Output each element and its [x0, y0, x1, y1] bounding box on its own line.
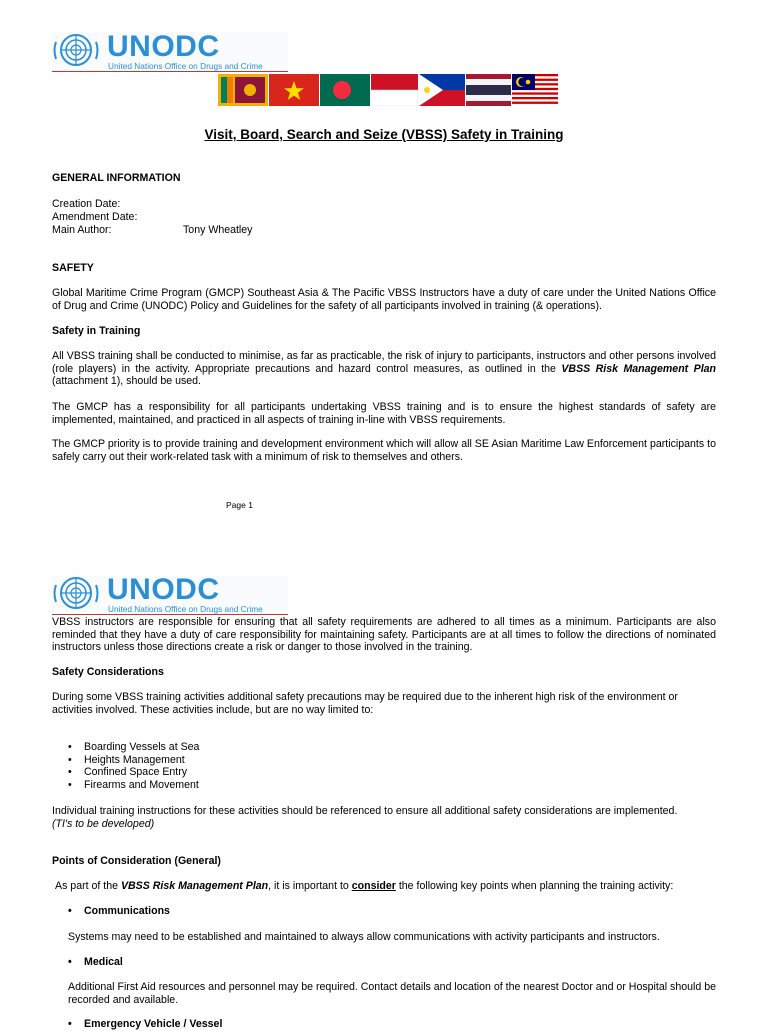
unodc-logo-page-2 [52, 575, 288, 615]
malaysia-flag-icon [512, 74, 558, 106]
sri-lanka-flag-icon [218, 74, 268, 106]
safety-heading: SAFETY [52, 262, 94, 274]
points-of-consideration-heading: Points of Consideration (General) [52, 855, 221, 867]
communications-paragraph: Systems may need to be established and maintained to always allow communications with activity participants and instructors. [68, 931, 660, 943]
risk-plan-reference: VBSS Risk Management Plan [561, 362, 716, 375]
comms-bullet [68, 905, 170, 918]
training-paragraph-1: All VBSS training shall be conducted to minimise, as far as practicable, the risk of injury to participants, instructors and other persons involved (role players) in the activity. Appropriate precautions and hazard control measures, as outlined in the VBSS Risk Management Plan (attachment 1), should be used. [52, 350, 716, 388]
list-item: • Heights Management [68, 754, 468, 767]
logo-subtitle: United Nations Office on Drugs and Crime [108, 604, 263, 614]
activities-list [68, 741, 468, 791]
flag-strip [218, 74, 558, 106]
vietnam-flag-icon [269, 74, 319, 106]
main-author-value: Tony Wheatley [183, 224, 253, 236]
list-item: • Confined Space Entry [68, 766, 468, 779]
logo-wordmark: UNODC [107, 573, 220, 606]
bangladesh-flag-icon [320, 74, 370, 106]
main-author-label: Main Author: [52, 224, 112, 236]
training-paragraph-2: The GMCP has a responsibility for all participants undertaking VBSS training and is to ensure the highest standards of safety are implemented, maintained, and practiced in all aspects of training in-line with VBSS requirements. [52, 401, 716, 426]
document-title: Visit, Board, Search and Seize (VBSS) Safety in Training [204, 127, 564, 142]
emergency-vehicle-heading: • Emergency Vehicle / Vessel [68, 1018, 222, 1031]
logo-divider [52, 71, 288, 72]
individual-instructions-paragraph: Individual training instructions for these activities should be referenced to ensure all additional safety considerations are implemented. [52, 805, 678, 817]
ti-note: (TI's to be developed) [52, 818, 155, 830]
page-number: Page 1 [226, 500, 253, 510]
amendment-date-label: Amendment Date: [52, 211, 138, 223]
considerations-paragraph: During some VBSS training activities additional safety precautions may be required due to the inherent high risk of the environment or activities involved. These activities include, but are no way limited to: [52, 691, 678, 716]
safety-paragraph: Global Maritime Crime Program (GMCP) Southeast Asia & The Pacific VBSS Instructors have a duty of care under the United Nations Office of Drug and Crime (UNODC) Policy and Guidelines for the safety of all participants involved in training (& operations). [52, 287, 716, 312]
creation-date-label: Creation Date: [52, 198, 121, 210]
communications-heading: • Communications [68, 905, 170, 918]
safety-in-training-heading: Safety in Training [52, 325, 141, 337]
logo-divider [52, 614, 288, 615]
medical-heading: • Medical [68, 956, 123, 969]
un-emblem-icon [52, 575, 102, 611]
points-intro: As part of the VBSS Risk Management Plan, it is important to consider the following key points when planning the training activity: [55, 880, 674, 892]
medical-paragraph: Additional First Aid resources and personnel may be required. Contact details and location of the nearest Doctor and or Hospital should be recorded and available. [68, 981, 716, 1006]
list-item: • Firearms and Movement [68, 779, 468, 792]
un-emblem-icon [52, 32, 102, 68]
emergency-bullet [68, 1018, 222, 1031]
instructors-paragraph: VBSS instructors are responsible for ensuring that all safety requirements are adhered to all times as a minimum. Participants are also reminded that they have a duty of care responsibility for maintaining safety. Participants are at all times to follow the directions of nominated instructors unless those directions create a risk or danger to those involved in the training. [52, 616, 716, 654]
safety-considerations-heading: Safety Considerations [52, 666, 164, 678]
logo-subtitle: United Nations Office on Drugs and Crime [108, 61, 263, 71]
general-information-heading: GENERAL INFORMATION [52, 172, 181, 184]
logo-wordmark: UNODC [107, 30, 220, 63]
training-paragraph-3: The GMCP priority is to provide training and development environment which will allow all SE Asian Maritime Law Enforcement participants to safely carry out their work-related task with a minimum of risk to themselves and others. [52, 438, 716, 463]
medical-bullet [68, 956, 123, 969]
indonesia-flag-icon [371, 74, 418, 106]
thailand-flag-icon [466, 74, 511, 106]
list-item: • Boarding Vessels at Sea [68, 741, 468, 754]
philippines-flag-icon [419, 74, 465, 106]
unodc-logo [52, 32, 288, 72]
